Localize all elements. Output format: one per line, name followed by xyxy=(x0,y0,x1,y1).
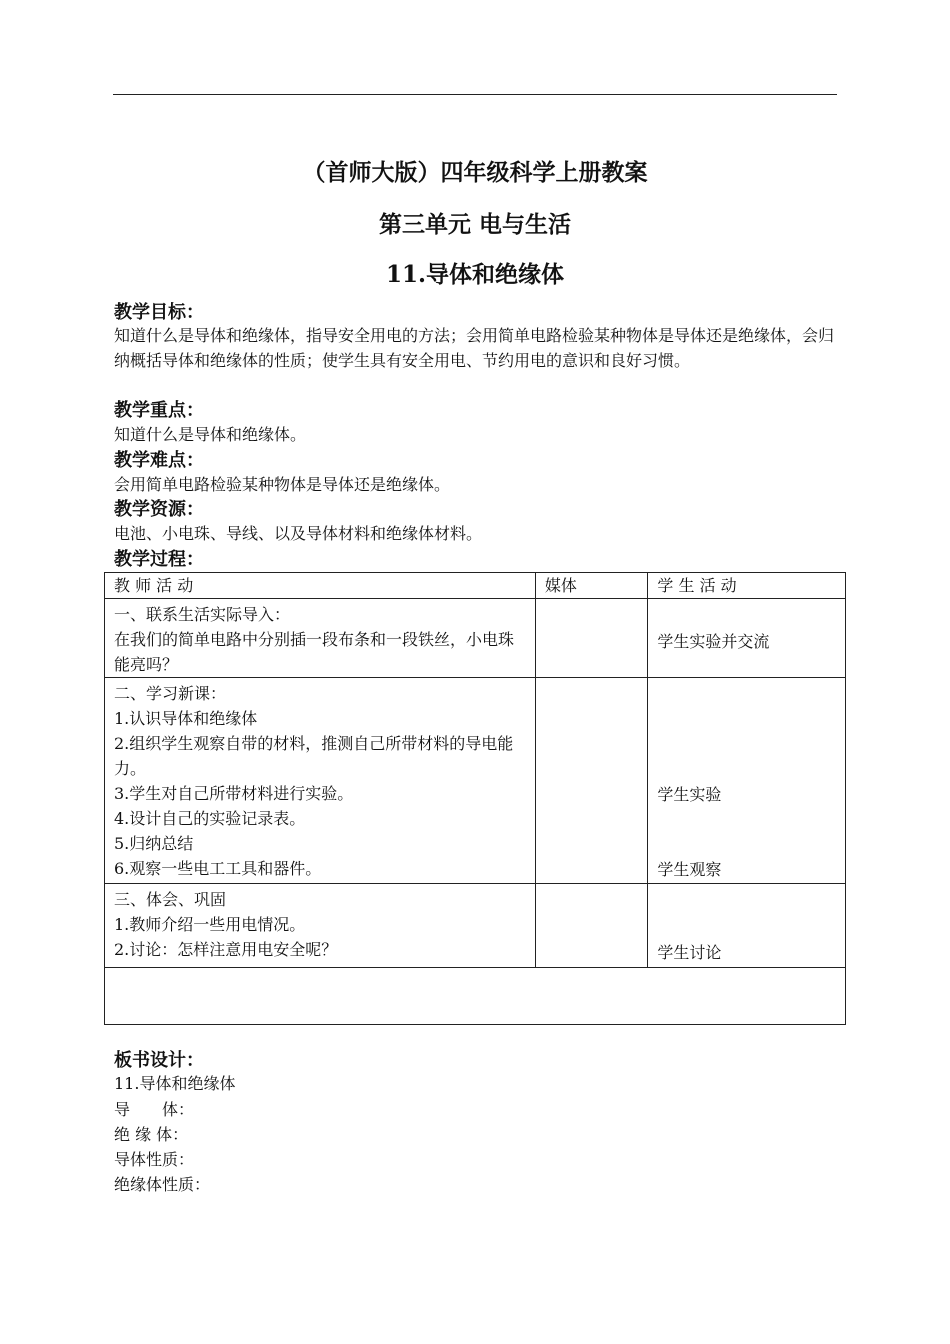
teacher-line: 在我们的简单电路中分别插一段布条和一段铁丝，小电珠能亮吗？ xyxy=(114,630,515,674)
difficulty-text: 会用简单电路检验某种物体是导体还是绝缘体。 xyxy=(114,475,451,494)
student-cell xyxy=(648,599,846,678)
board-heading: 板书设计： xyxy=(114,1050,204,1071)
media-cell xyxy=(535,678,648,884)
unit-title: 第三单元 电与生活 xyxy=(378,211,571,238)
lesson-process-table xyxy=(104,572,846,1025)
goals-text: 知道什么是导体和绝缘体，指导安全用电的方法；会用简单电路检验某种物体是导体还是绝缘体，会归纳概括导体和绝缘体的性质；使学生具有安全用电、节约用电的意识和良好习惯。 xyxy=(114,326,835,370)
teacher-cell xyxy=(105,599,536,678)
key-text: 知道什么是导体和绝缘体。 xyxy=(114,425,307,444)
table-row xyxy=(105,884,846,968)
teacher-line: 一、联系生活实际导入： xyxy=(114,605,291,624)
header-rule xyxy=(113,94,837,95)
media-cell xyxy=(535,599,648,678)
board-line: 导体性质： xyxy=(114,1150,195,1169)
teacher-line: 3.学生对自己所带材料进行实验。 xyxy=(114,784,354,803)
student-activity: 学生讨论 xyxy=(657,943,722,962)
teacher-line: 4.设计自己的实验记录表。 xyxy=(114,809,306,828)
student-cell xyxy=(648,884,846,968)
media-cell xyxy=(535,884,648,968)
teacher-line: 2.组织学生观察自带的材料，推测自己所带材料的导电能力。 xyxy=(114,734,514,778)
teacher-line: 二、学习新课： xyxy=(114,684,227,703)
header-media: 媒体 xyxy=(535,573,648,599)
table-row-empty xyxy=(105,968,846,1025)
goals-heading: 教学目标： xyxy=(114,302,204,323)
teacher-cell xyxy=(105,678,536,884)
teacher-line: 1.认识导体和绝缘体 xyxy=(114,709,258,728)
table-header-row xyxy=(105,573,846,599)
difficulty-heading: 教学难点： xyxy=(114,450,204,471)
teacher-line: 6.观察一些电工工具和器件。 xyxy=(114,859,322,878)
board-line: 绝 缘 体： xyxy=(114,1125,189,1144)
teacher-line: 1.教师介绍一些用电情况。 xyxy=(114,915,306,934)
resources-heading: 教学资源： xyxy=(114,499,204,520)
teacher-cell xyxy=(105,884,536,968)
teacher-line: 5.归纳总结 xyxy=(114,834,194,853)
header-teacher: 教 师 活 动 xyxy=(105,573,536,599)
table-row xyxy=(105,678,846,884)
student-cell xyxy=(648,678,846,884)
board-line: 11.导体和绝缘体 xyxy=(114,1074,236,1093)
header-student: 学 生 活 动 xyxy=(648,573,846,599)
process-heading: 教学过程： xyxy=(114,549,204,570)
resources-text: 电池、小电珠、导线、以及导体材料和绝缘体材料。 xyxy=(114,524,483,543)
student-activity: 学生实验并交流 xyxy=(657,631,770,651)
teacher-line: 2.讨论：怎样注意用电安全呢？ xyxy=(114,940,338,959)
student-activity: 学生实验 xyxy=(657,785,722,804)
empty-cell xyxy=(105,968,846,1025)
teacher-line: 三、体会、巩固 xyxy=(114,890,227,909)
lesson-title: 11.导体和绝缘体 xyxy=(385,261,564,288)
document-title: （首师大版）四年级科学上册教案 xyxy=(302,159,648,186)
board-line: 导 体： xyxy=(114,1100,195,1119)
student-activity: 学生观察 xyxy=(657,860,722,879)
board-line: 绝缘体性质： xyxy=(114,1175,211,1194)
table-row xyxy=(105,599,846,678)
key-heading: 教学重点： xyxy=(114,400,204,421)
